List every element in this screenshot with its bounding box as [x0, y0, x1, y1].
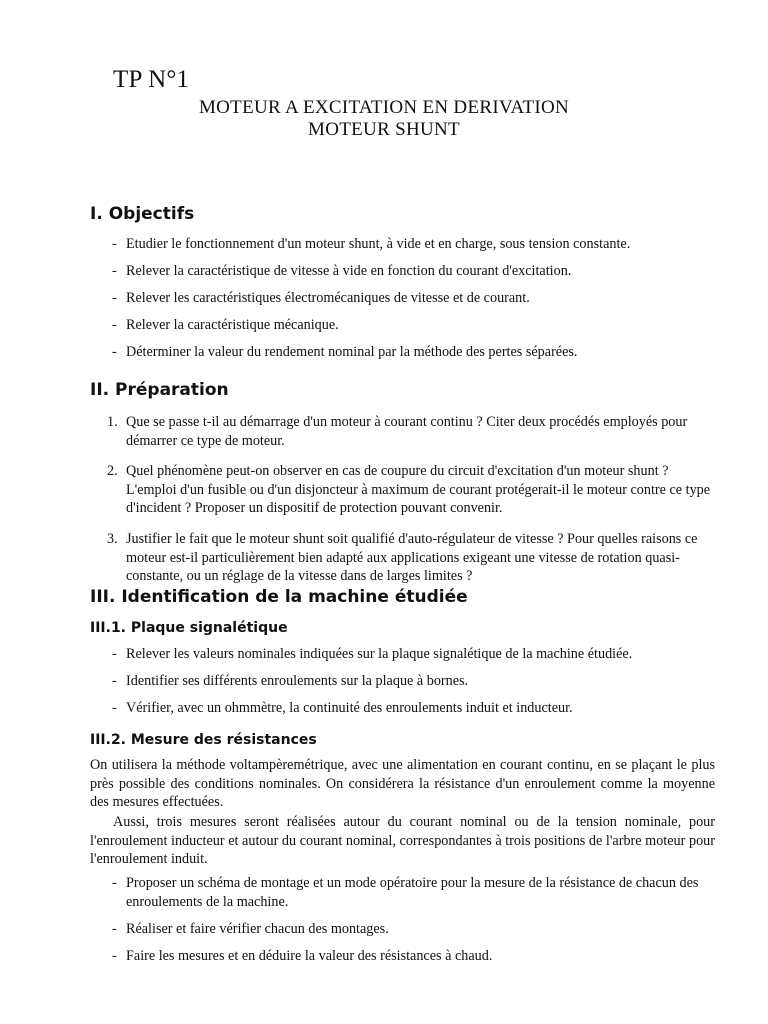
list-item [90, 699, 715, 718]
list-item [90, 645, 715, 664]
section-heading-objectifs: I. Objectifs [90, 204, 195, 224]
plaque-list [90, 645, 715, 726]
item-number: 2. [107, 463, 118, 480]
numbered-item-text: Justifier le fait que le moteur shunt soit qualifié d'auto-régulateur de vitesse ? Pour quelles raisons ce moteur est-il particulièrement bien adapté aux applications exigeant une vitesse de rotation quasi-constante, ou un réglage de la vitesse dans de larges limites ? [126, 530, 698, 585]
list-item-text: Relever les valeurs nominales indiquées sur la plaque signalétique de la machine étudiée. [126, 646, 633, 662]
dash-bullet: - [112, 673, 117, 690]
numbered-item [90, 413, 715, 450]
tp-title: TP N°1 [113, 66, 190, 93]
dash-bullet: - [112, 344, 117, 361]
list-item-text: Relever les caractéristiques électromécaniques de vitesse et de courant. [126, 290, 530, 307]
list-item [90, 289, 715, 308]
item-number: 3. [107, 530, 118, 547]
list-item [90, 947, 715, 966]
list-item-text: Proposer un schéma de montage et un mode opératoire pour la mesure de la résistance de chacun des enroulements de la machine. [126, 875, 699, 910]
dash-bullet: - [112, 646, 117, 662]
dash-bullet: - [112, 290, 117, 307]
subtitle-line-1: MOTEUR A EXCITATION EN DERIVATION [198, 97, 570, 118]
list-item [90, 343, 715, 362]
dash-bullet: - [112, 317, 117, 334]
numbered-item [90, 462, 715, 518]
paragraph: Aussi, trois mesures seront réalisées autour du courant nominal ou de la tension nominale, pour l'enroulement inducteur et autour du courant nominal, correspondantes à trois positions de l'arbre moteur pour l'enroulement induit. [90, 814, 715, 868]
list-item-text: Relever la caractéristique de vitesse à vide en fonction du courant d'excitation. [126, 263, 572, 280]
preparation-list [90, 413, 715, 598]
numbered-item-text: Que se passe t-il au démarrage d'un moteur à courant continu ? Citer deux procédés employés pour démarrer ce type de moteur. [126, 414, 688, 449]
item-number: 1. [107, 414, 118, 430]
list-item-text: Relever la caractéristique mécanique. [126, 317, 339, 334]
paragraph: On utilisera la méthode voltampèremétrique, avec une alimentation en courant continu, en se plaçant le plus près possible des conditions nominales. On considérera la résistance d'un enroulement comme la moyenne des mesures effectuées. [90, 757, 715, 811]
list-item-text: Déterminer la valeur du rendement nominal par la méthode des pertes séparées. [126, 344, 578, 361]
subsection-heading-mesure: III.2. Mesure des résistances [90, 732, 317, 748]
list-item [90, 672, 715, 691]
section-heading-identification: III. Identification de la machine étudiée [90, 587, 468, 607]
subsection-heading-plaque: III.1. Plaque signalétique [90, 620, 288, 636]
list-item-text: Vérifier, avec un ohmmètre, la continuité des enroulements induit et inducteur. [126, 700, 573, 717]
mesure-list [90, 874, 715, 974]
objectifs-list [90, 235, 715, 370]
list-item-text: Réaliser et faire vérifier chacun des montages. [126, 920, 389, 937]
subtitle-line-2: MOTEUR SHUNT [308, 119, 460, 140]
numbered-item-text: Quel phénomène peut-on observer en cas de coupure du circuit d'excitation d'un moteur shunt ? L'emploi d'un fusible ou d'un disjoncteur à maximum de courant protégerait-il le moteur contre ce type d'incident ? Proposer un dispositif de protection pouvant convenir. [126, 463, 711, 517]
list-item [90, 920, 715, 939]
dash-bullet: - [112, 947, 117, 964]
list-item [90, 874, 715, 911]
list-item-text: Faire les mesures et en déduire la valeur des résistances à chaud. [126, 947, 493, 964]
dash-bullet: - [112, 236, 117, 252]
section-heading-preparation: II. Préparation [90, 380, 229, 400]
dash-bullet: - [112, 263, 117, 280]
list-item [90, 262, 715, 281]
dash-bullet: - [112, 700, 117, 717]
numbered-item [90, 530, 715, 586]
list-item [90, 316, 715, 335]
dash-bullet: - [112, 875, 117, 891]
dash-bullet: - [112, 920, 117, 937]
list-item [90, 235, 715, 254]
list-item-text: Identifier ses différents enroulements sur la plaque à bornes. [126, 673, 469, 690]
list-item-text: Etudier le fonctionnement d'un moteur shunt, à vide et en charge, sous tension constante. [126, 236, 631, 252]
